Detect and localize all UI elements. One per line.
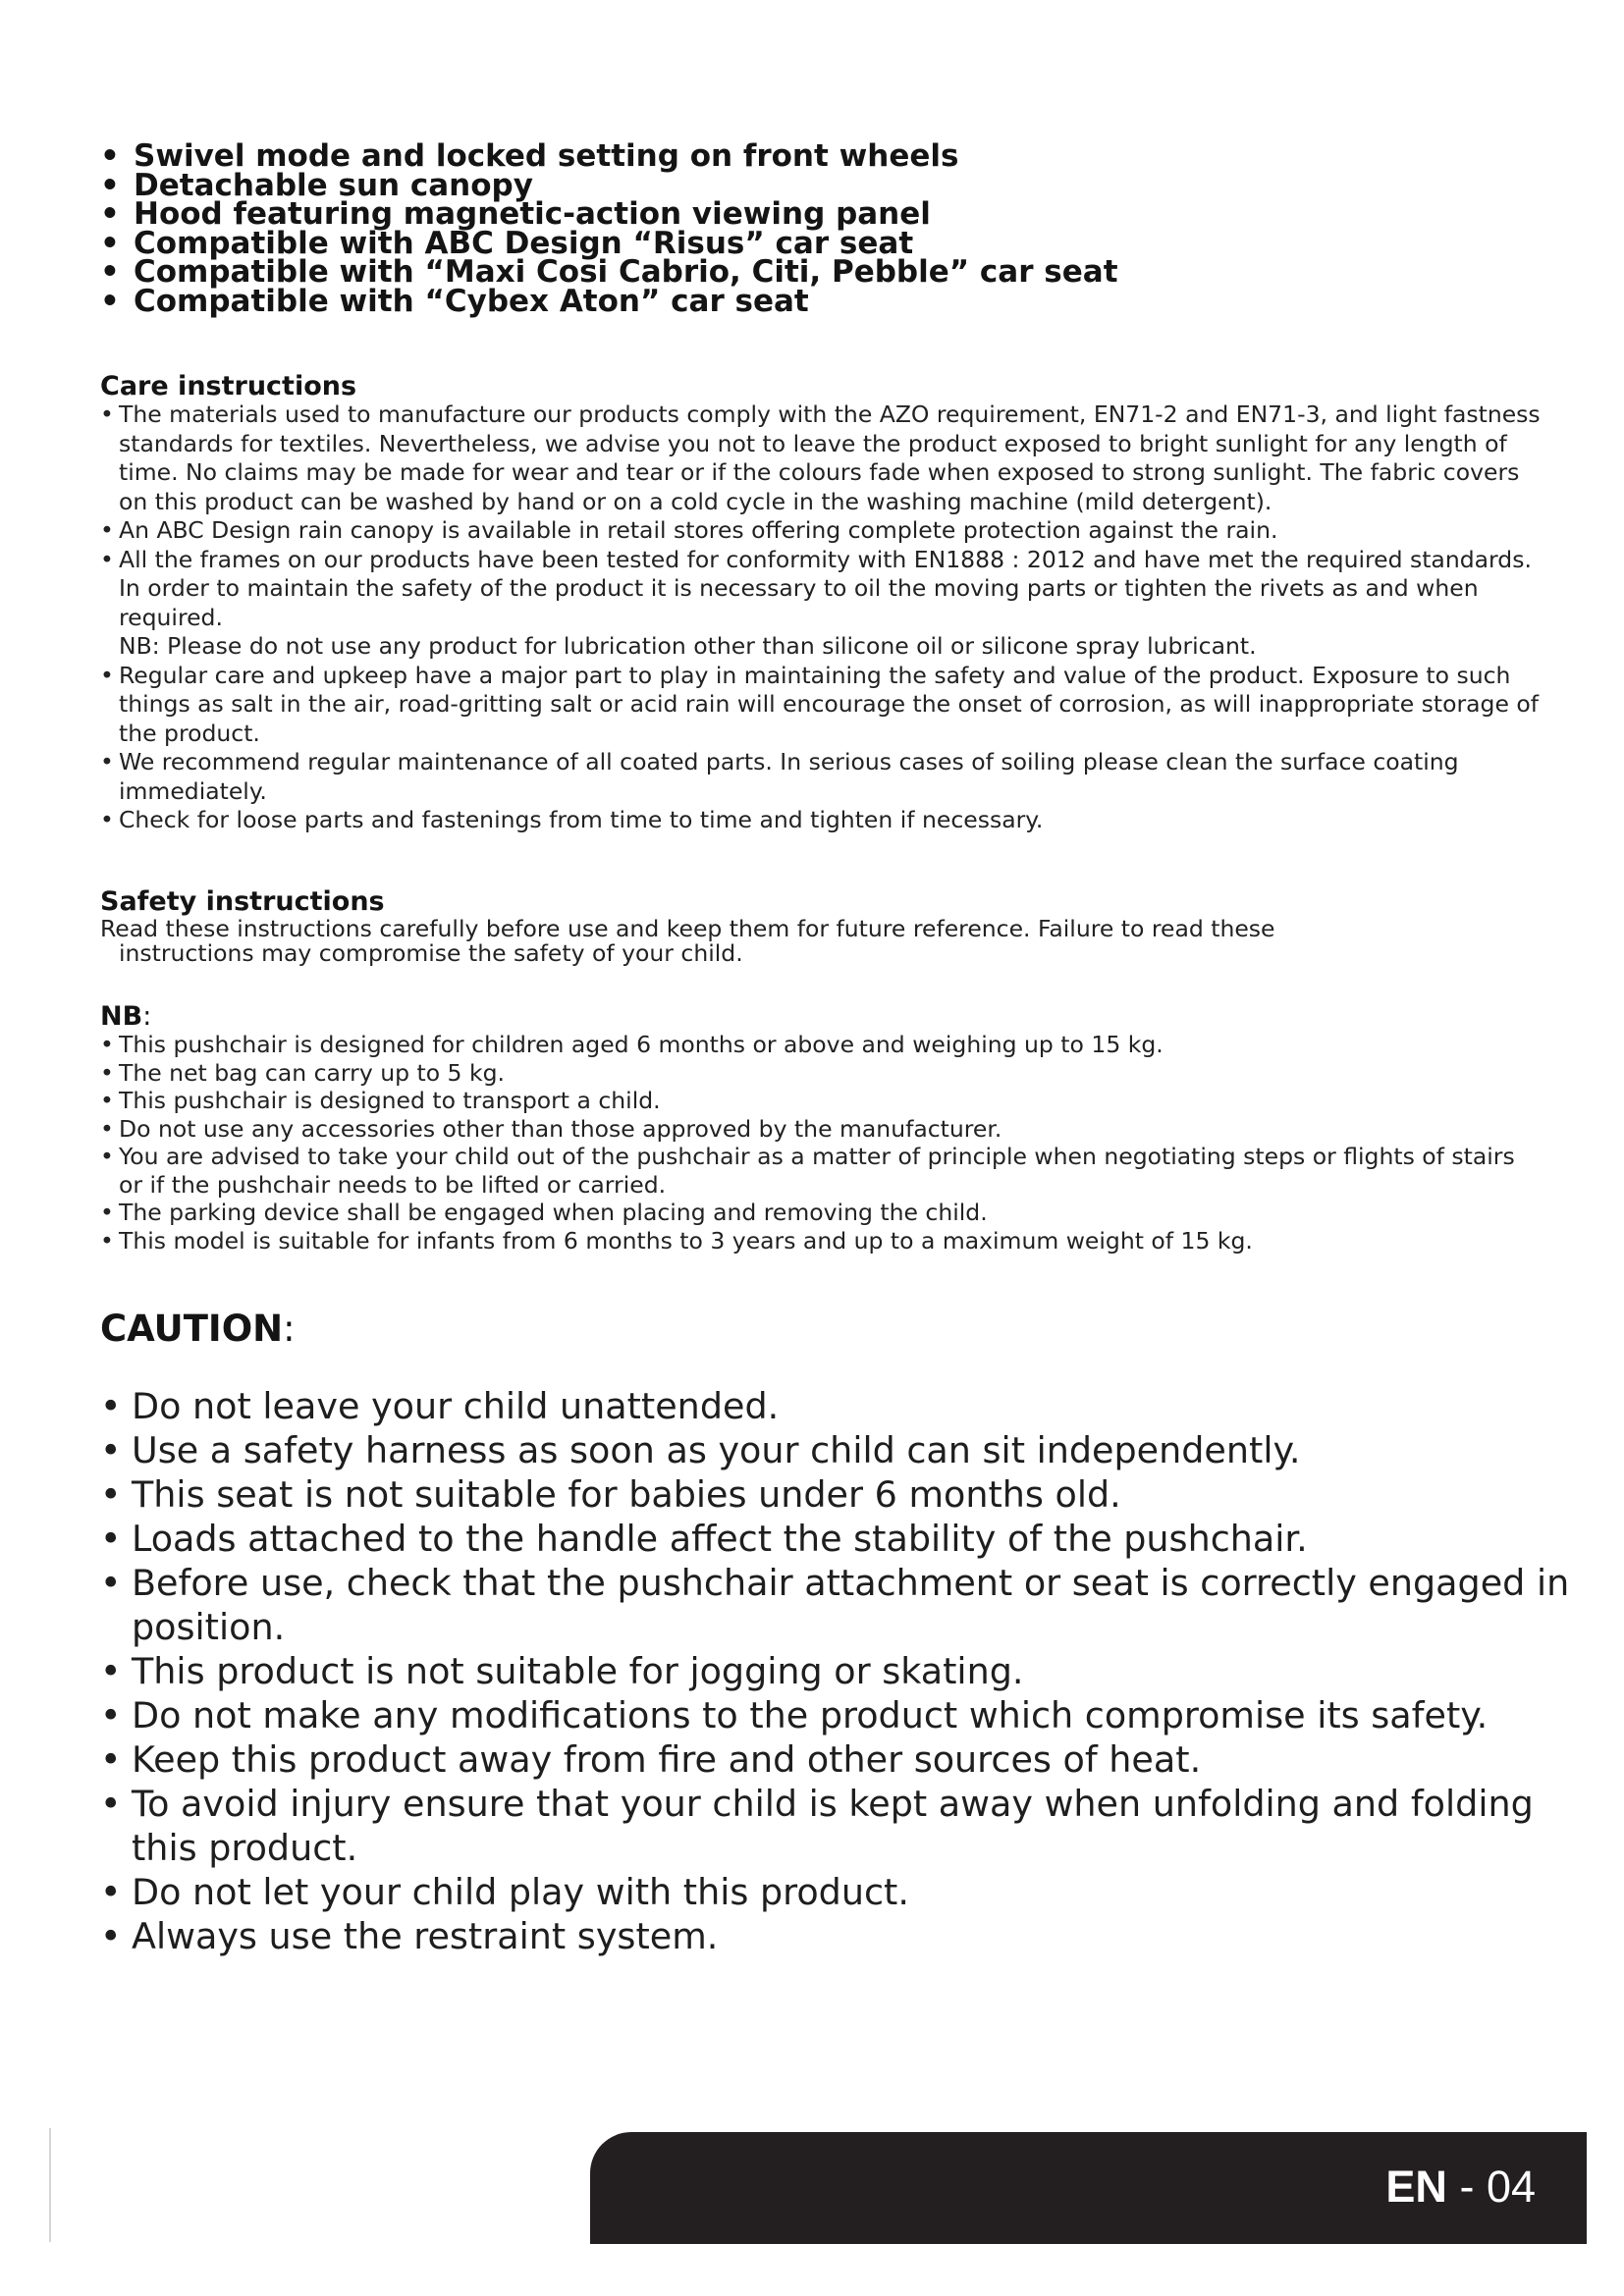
bullet-icon: • xyxy=(100,254,120,290)
list-item: • Check for loose parts and fastenings from time to time and tighten if necessary. xyxy=(100,806,1044,833)
feature-item: • Hood featuring magnetic-action viewing panel xyxy=(100,196,931,232)
bullet-icon: • xyxy=(100,1087,114,1114)
list-item: • Do not use any accessories other than those approved by the manufacturer. xyxy=(100,1114,1002,1143)
bullet-icon: • xyxy=(100,748,114,775)
bullet-icon: • xyxy=(100,516,114,544)
bullet-icon: • xyxy=(100,1738,122,1781)
page-number-label: EN - 04 xyxy=(1385,2162,1536,2212)
list-item: • Do not make any modifications to the product which compromise its safety. xyxy=(100,1694,1489,1736)
margin-rule xyxy=(49,2128,51,2242)
list-item: • Keep this product away from fire and other sources of heat. xyxy=(100,1738,1202,1781)
bullet-icon: • xyxy=(100,806,114,833)
bullet-icon: • xyxy=(100,1915,122,1957)
bullet-icon: • xyxy=(100,1031,114,1058)
list-item: • This pushchair is designed for children aged 6 months or above and weighing up to 15 kg. xyxy=(100,1031,1164,1058)
list-item: • We recommend regular maintenance of all coated parts. In serious cases of soiling please clean the surface coating immediately. xyxy=(100,748,1459,805)
bullet-icon: • xyxy=(100,1694,122,1736)
list-item: • Do not leave your child unattended. xyxy=(100,1385,780,1427)
caution-list xyxy=(100,1384,1573,1958)
list-item: • The net bag can carry up to 5 kg. xyxy=(100,1058,505,1087)
care-instructions-list xyxy=(100,400,1543,835)
feature-item: • Compatible with ABC Design “Risus” car seat xyxy=(100,225,914,261)
bullet-icon: • xyxy=(100,1871,122,1913)
list-item: • Before use, check that the pushchair attachment or seat is correctly engaged in position. xyxy=(100,1562,1570,1648)
feature-item: • Compatible with “Maxi Cosi Cabrio, Citi, Pebble” car seat xyxy=(100,254,1118,290)
bullet-icon: • xyxy=(100,1429,122,1471)
list-item: • An ABC Design rain canopy is available in retail stores offering complete protection against the rain. xyxy=(100,516,1278,544)
feature-item: • Detachable sun canopy xyxy=(100,167,533,203)
bullet-icon: • xyxy=(100,1385,122,1427)
bullet-icon: • xyxy=(100,1650,122,1692)
bullet-icon: • xyxy=(100,661,114,689)
list-item: • To avoid injury ensure that your child is kept away when unfolding and folding this product. xyxy=(100,1783,1534,1869)
bullet-icon: • xyxy=(100,1226,114,1255)
bullet-icon: • xyxy=(100,138,120,174)
feature-item: • Swivel mode and locked setting on front wheels xyxy=(100,138,959,174)
list-item: • Always use the restraint system. xyxy=(100,1915,719,1957)
nb-list xyxy=(100,1031,1543,1255)
bullet-icon: • xyxy=(100,283,120,319)
bullet-icon: • xyxy=(100,400,114,428)
bullet-icon: • xyxy=(100,1518,122,1560)
bullet-icon: • xyxy=(100,196,120,232)
list-item: • This model is suitable for infants from 6 months to 3 years and up to a maximum weight of 15 kg. xyxy=(100,1226,1253,1255)
safety-instructions-heading: Safety instructions xyxy=(100,886,385,917)
list-item: • The parking device shall be engaged when placing and removing the child. xyxy=(100,1199,988,1226)
bullet-icon: • xyxy=(100,545,114,573)
list-item: • Regular care and upkeep have a major part to play in maintaining the safety and value of the product. Exposure to such things as salt in the air, road-gritting salt or acid rain will encourage the onset of corrosion, as will inappropriate storage of the product. xyxy=(100,661,1540,747)
list-item: • This seat is not suitable for babies under 6 months old. xyxy=(100,1473,1121,1516)
bullet-icon: • xyxy=(100,1473,122,1516)
bullet-icon: • xyxy=(100,167,120,203)
list-item: • Do not let your child play with this product. xyxy=(100,1871,909,1913)
list-item: • Use a safety harness as soon as your child can sit independently. xyxy=(100,1429,1301,1471)
bullet-icon: • xyxy=(100,225,120,261)
bullet-icon: • xyxy=(100,1199,114,1226)
nb-heading: NB: xyxy=(100,1001,152,1032)
page-footer-tab xyxy=(590,2132,1587,2244)
list-note: NB: Please do not use any product for lubrication other than silicone oil or silicone spray lubricant. xyxy=(119,632,1257,660)
list-item: • The materials used to manufacture our products comply with the AZO requirement, EN71-2 and EN71-3, and light fastness standards for textiles. Nevertheless, we advise you not to leave the product exposed to bright sunlight for any length of time. No claims may be made for wear and tear or if the colours fade when exposed to strong sunlight. The fabric covers on this product can be washed by hand or on a cold cycle in the washing machine (mild detergent). xyxy=(100,400,1541,515)
bullet-icon: • xyxy=(100,1058,114,1087)
list-item: • Loads attached to the handle affect the stability of the pushchair. xyxy=(100,1518,1308,1560)
list-item: • All the frames on our products have been tested for conformity with EN1888 : 2012 and have met the required standards. In order to maintain the safety of the product it is necessary to oil the moving parts or tighten the rivets as and when required. xyxy=(100,545,1532,631)
bullet-icon: • xyxy=(100,1143,114,1170)
features-list xyxy=(100,138,1534,319)
list-item: • You are advised to take your child out of the pushchair as a matter of principle when negotiating steps or flights of stairs or if the pushchair needs to be lifted or carried. xyxy=(100,1143,1515,1199)
bullet-icon: • xyxy=(100,1783,122,1825)
feature-item: • Compatible with “Cybex Aton” car seat xyxy=(100,283,809,319)
safety-intro-text: Read these instructions carefully before use and keep them for future reference. Failure to read these instructions may compromise the safety of your child. xyxy=(100,915,1275,967)
list-item: • This product is not suitable for jogging or skating. xyxy=(100,1650,1024,1692)
bullet-icon: • xyxy=(100,1114,114,1143)
bullet-icon: • xyxy=(100,1562,122,1604)
list-item: • This pushchair is designed to transport a child. xyxy=(100,1087,661,1114)
caution-heading: CAUTION: xyxy=(100,1308,296,1350)
care-instructions-heading: Care instructions xyxy=(100,371,357,401)
